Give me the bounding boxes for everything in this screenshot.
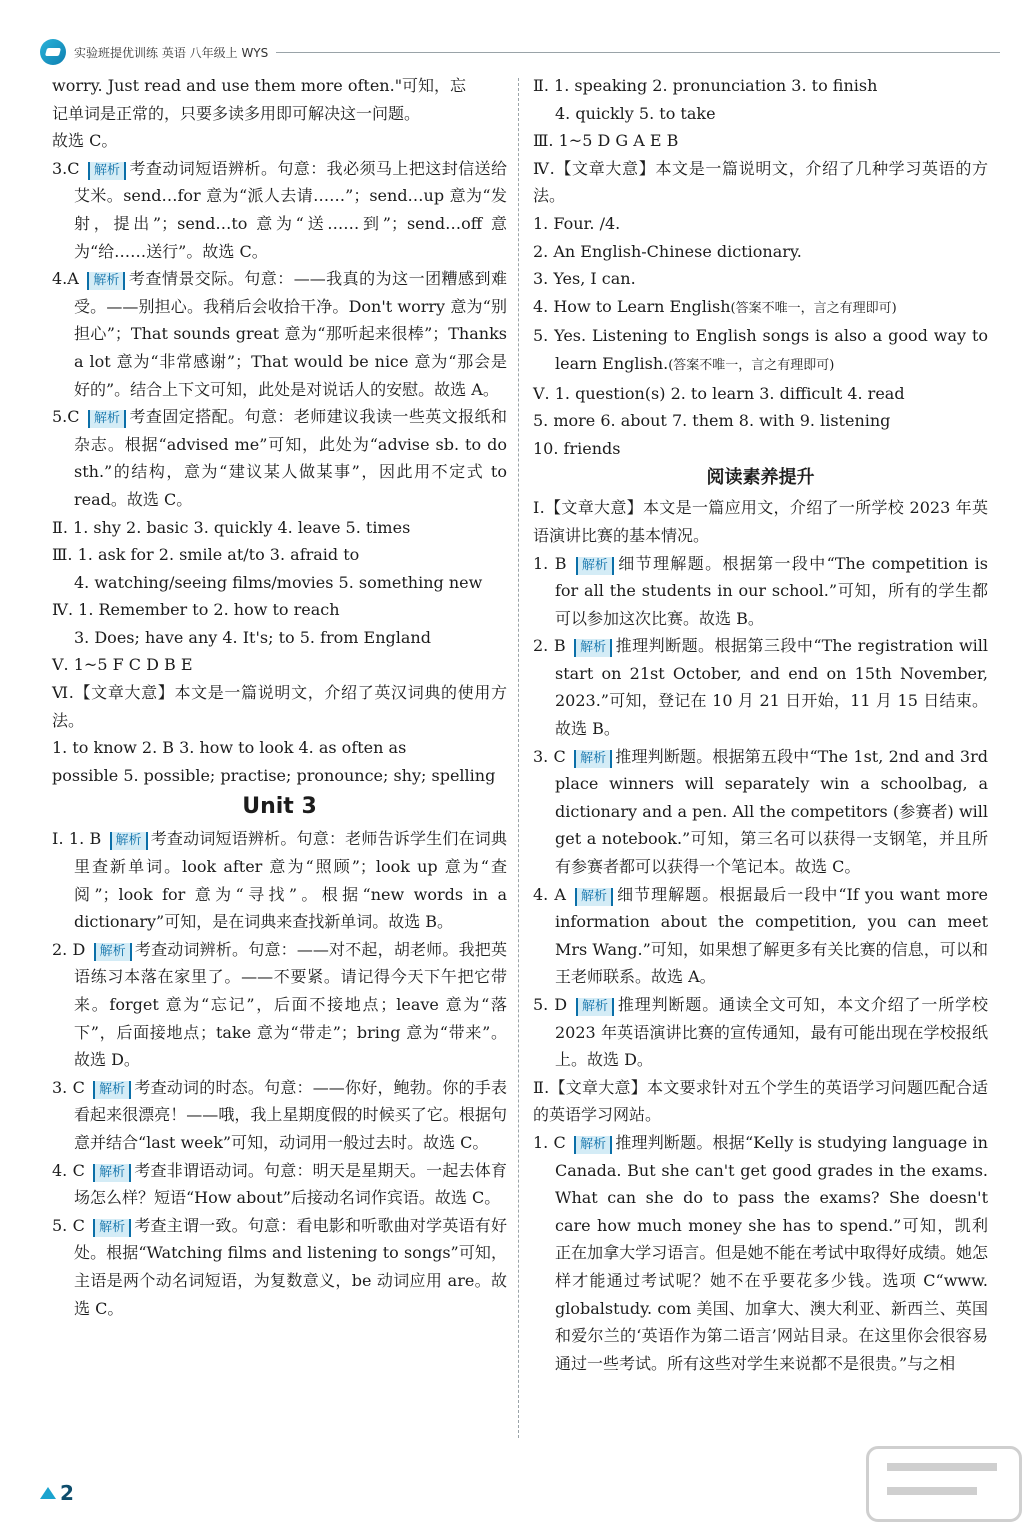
analysis-text: 推理判断题。根据“Kelly is studying language in Canada. But she can't get good grades in the exams. What can she do to pass the exams? She doesn't care how much money she has to spend.”可知，凯利正在加拿大学习语言。但是她不能在考试中取得好成绩。她怎样才能通过考试呢？她不在乎要花多少钱。选项 C“www. globalstudy. com 美国、加拿大、澳大利亚、新西兰、英国和爱尔兰的‘英语作为第二语言’网站目录。在这里你会很容易通过一些考试。所有这些对学生来说都不是很贵。”与之相 [555,1132,988,1373]
unit-heading: Unit 3 [242,794,317,820]
answer-item [52,155,507,265]
analysis-text: 推理判断题。通读全文可知，本文介绍了一所学校 2023 年英语演讲比赛的宣传通知，最有可能出现在学校报纸上。故选 D。 [555,995,988,1070]
section-vi: Ⅵ.【文章大意】本文是一篇说明文，介绍了英汉词典的使用方法。 [52,683,507,730]
answer-item [533,1129,988,1377]
answer-number: 1. C [533,1132,572,1152]
analysis-tag: 解析 [576,557,614,575]
column-divider [518,78,519,1438]
reading-heading: 阅读素养提升 [706,467,815,489]
analysis-tag: 解析 [574,1136,612,1154]
section-vi-answers: 1. to know 2. B 3. how to look 4. as often as [52,738,407,758]
section-iii: Ⅲ. 1~5 D G A E B [533,131,679,151]
analysis-tag: 解析 [574,750,612,768]
answer-number: 3.C [52,158,86,178]
analysis-text: 考查动词辨析。句意：——对不起，胡老师。我把英语练习本落在家里了。——不要紧。请记得今天下午把它带来。forget 意为“忘记”，后面不接地点；leave 意为“落下”，后面接地点；take 意为“带走”；bring 意为“带来”。故选 D。 [74,939,507,1070]
analysis-tag: 解析 [93,1164,131,1182]
analysis-tag: 解析 [575,888,613,906]
section-v: Ⅴ. 1~5 F C D B E [52,655,193,675]
answer-item [52,825,507,935]
answer-number: 5. C [52,1215,91,1235]
analysis-text: 考查固定搭配。句意：老师建议我读一些英文报纸和杂志。根据“advised me”可知，此处为“advise sb. to do sth.”的结构，意为“建议某人做某事”，因此用不定式 to read。故选 C。 [74,407,507,509]
section-iv: Ⅳ. 1. Remember to 2. how to reach [52,600,340,620]
analysis-tag: 解析 [88,410,126,428]
analysis-tag: 解析 [93,1219,131,1237]
analysis-tag: 解析 [110,832,148,850]
answer-note: (答案不唯一，言之有理即可) [730,300,897,316]
answer-line: 3. Yes, I can. [533,269,636,289]
section-iii-cont: 4. watching/seeing films/movies 5. something new [74,572,483,592]
analysis-text: 细节理解题。根据最后一段中“If you want more information about the competition, you can meet Mrs Wang.”可知，如果想了解更多有关比赛的信息，可以和王老师联系。故选 A。 [555,884,988,987]
text-line: worry. Just read and use them more often."可知，忘 [52,76,467,95]
answer-item [533,632,988,742]
answer-item [533,550,988,633]
reading-ii-summary: Ⅱ.【文章大意】本文要求针对五个学生的英语学习问题匹配合适的英语学习网站。 [533,1077,988,1125]
analysis-text: 考查动词的时态。句意：——你好，鲍勃。你的手表看起来很漂亮！——哦，我上星期度假的时候买了它。根据句意并结合“last week”可知，动词用一般过去时。故选 C。 [74,1077,507,1152]
analysis-text: 考查动词短语辨析。句意：老师告诉学生们在词典里查新单词。look after 意为“照顾”；look up 意为“查阅”；look for 意为“寻找”。根据“new words in a dictionary”可知，是在词典来查找新单词。故选 B。 [74,829,507,932]
analysis-tag: 解析 [576,998,614,1016]
text-line: 故选 C。 [52,131,118,151]
answer-item [533,881,988,991]
answer-item [52,1157,507,1212]
page-number-badge [40,1480,86,1506]
answer-number: Ⅰ. 1. B [52,829,107,849]
section-iii: Ⅲ. 1. ask for 2. smile at/to 3. afraid to [52,545,360,565]
watermark-logo-icon [866,1446,1022,1522]
answer-number: 5. D [533,995,573,1014]
section-iv-cont: 3. Does; have any 4. It's; to 5. from England [74,627,431,647]
answer-number: 2. B [533,636,572,656]
text-line: 记单词是正常的，只要多读多用即可解决这一问题。 [52,103,421,123]
analysis-text: 推理判断题。根据第五段中“The 1st, 2nd and 3rd place winners will separately win a schoolbag, a dictionary and a pen. All the competitors (参赛者) will get a notebook.”可知，第三名可以获得一支钢笔，并且所有参赛者都可以获得一个笔记本。故选 C。 [555,746,988,877]
answer-number: 5.C [52,407,86,427]
section-iv: Ⅳ.【文章大意】本文是一篇说明文，介绍了几种学习英语的方法。 [533,158,988,206]
answer-note: (答案不唯一，言之有理即可) [668,357,835,373]
analysis-text: 细节理解题。根据第一段中“The competition is for all the students in our school.”可知，所有的学生都可以参加这次比赛。故选 B。 [555,553,988,628]
section-v-cont: 10. friends [533,438,621,458]
section-ii-cont: 4. quickly 5. to take [555,103,716,123]
book-logo-icon [40,39,66,65]
section-ii: Ⅱ. 1. speaking 2. pronunciation 3. to finish [533,76,878,95]
page-number: 2 [60,1481,74,1505]
answer-item [533,743,988,881]
analysis-text: 考查主谓一致。句意：看电影和听歌曲对学英语有好处。根据“Watching films and listening to songs”可知，主语是两个动名词短语，为复数意义，be 动词应用 are。故选 C。 [74,1215,507,1318]
answer-number: 4. C [52,1160,91,1180]
answer-item [52,265,507,403]
analysis-tag: 解析 [88,162,126,180]
reading-i-summary: Ⅰ.【文章大意】本文是一篇应用文，介绍了一所学校 2023 年英语演讲比赛的基本情况。 [533,498,988,545]
header-rule [276,52,1000,53]
answer-number: 2. D [52,939,91,959]
header-title: 实验班提优训练 英语 八年级上 WYS [74,45,269,60]
left-column [52,72,507,1322]
answer-item [52,1212,507,1322]
answer-item [52,403,507,513]
answer-item [52,936,507,1074]
answer-line: 5. Yes. Listening to English songs is also a good way to learn English.(答案不唯一，言之有理即可) [533,326,988,373]
section-v-cont: 5. more 6. about 7. them 8. with 9. listening [533,411,891,431]
answer-number: 3. C [52,1077,91,1097]
analysis-tag: 解析 [87,272,125,290]
analysis-tag: 解析 [93,1081,131,1099]
page-arrow-icon [40,1487,56,1499]
answer-line: 4. How to Learn English(答案不唯一，言之有理即可) [533,296,897,316]
analysis-text: 考查情景交际。句意：——我真的为这一团糟感到难受。——别担心。我稍后会收拾干净。Don't worry 意为“别担心”；That sounds great 意为“那听起来很棒”；Thanks a lot 意为“非常感谢”；That would be nice 意为“那会是好的”。结合上下文可知，此处是对说话人的安慰。故选 A。 [74,269,507,399]
analysis-tag: 解析 [574,639,612,657]
analysis-tag: 解析 [94,943,132,961]
answer-number: 4.A [52,269,85,289]
analysis-text: 考查动词短语辨析。句意：我必须马上把这封信送给艾米。send…for 意为“派人去请……”；send…up 意为“发射，提出”；send…to 意为“送……到”；send…off 意为“给……送行”。故选 C。 [74,158,507,261]
analysis-text: 推理判断题。根据第三段中“The registration will start on 21st October, and end on 15th November, 2023.”可知，登记在 10 月 21 日开始，11 月 15 日结束。故选 B。 [555,636,988,739]
right-column [533,72,988,1377]
section-vi-answers-cont: possible 5. possible; practise; pronounce; shy; spelling [52,765,496,785]
answer-item [533,991,988,1074]
answer-item [52,1074,507,1157]
answer-line: 2. An English-Chinese dictionary. [533,241,802,261]
answer-number: 3. C [533,746,572,766]
answer-line: 1. Four. /4. [533,213,621,233]
answer-number: 1. B [533,553,573,573]
section-v: Ⅴ. 1. question(s) 2. to learn 3. difficult 4. read [533,383,905,403]
analysis-text: 考查非谓语动词。句意：明天是星期天。一起去体育场怎么样？短语“How about”后接动名词作宾语。故选 C。 [74,1160,507,1208]
section-ii: Ⅱ. 1. shy 2. basic 3. quickly 4. leave 5. times [52,517,411,537]
page-header [40,38,1000,66]
answer-number: 4. A [533,884,573,904]
